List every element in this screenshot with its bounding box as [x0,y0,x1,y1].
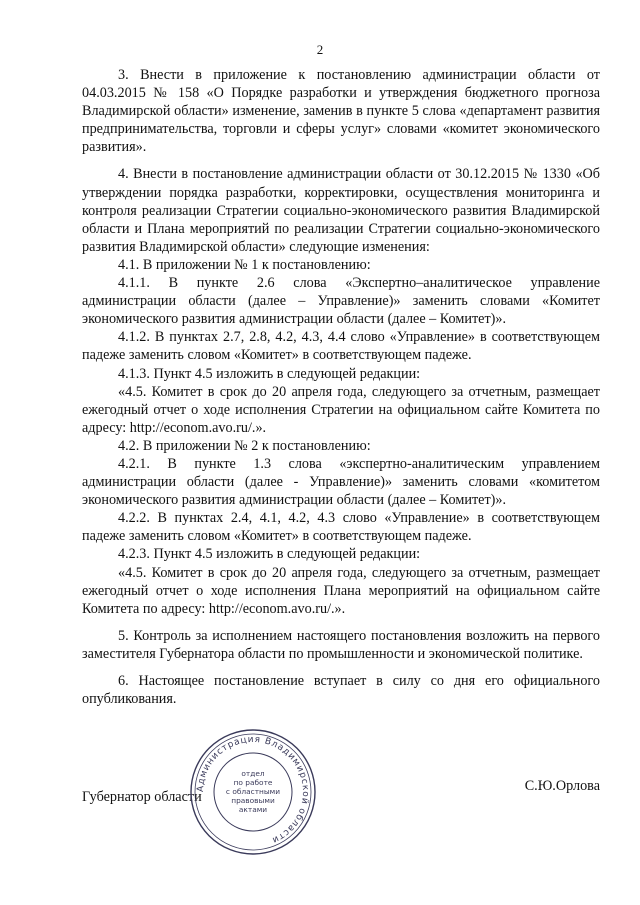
stamp-inner-line: отдел [241,769,265,778]
paragraph: 5. Контроль за исполнением настоящего постановления возложить на первого заместителя Губернатора области по промышленности и экономической политике. [82,627,600,662]
paragraph: «4.5. Комитет в срок до 20 апреля года, следующего за отчетным, размещает ежегодный отчет о ходе исполнения Стратегии на официальном сайте Комитета по адресу: http://econom.avo.ru/.». [82,383,600,436]
signature-name: С.Ю.Орлова [524,778,600,794]
stamp-inner-line: по работе [233,778,273,787]
paragraph: 4.1.1. В пункте 2.6 слова «Экспертно–аналитическое управление администрации области (далее – Управление)» заменить словами «Комитет экономического развития администрации области (далее – Комитет)». [82,275,600,328]
paragraph: «4.5. Комитет в срок до 20 апреля года, следующего за отчетным, размещает ежегодный отчет о ходе исполнения Плана мероприятий на официальном сайте Комитета по адресу: http://econom.avo.ru/.». [82,564,600,617]
stamp-inner-line: актами [238,805,268,814]
paragraph: 4.2.2. В пунктах 2.4, 4.1, 4.2, 4.3 слово «Управление» в соответствующем падеже заменить словом «Комитет» в соответствующем падеже. [82,510,600,545]
paragraph: 4.1.3. Пункт 4.5 изложить в следующей редакции: [118,365,421,382]
paragraph: 4.2.1. В пункте 1.3 слова «экспертно-аналитическим управлением администрации области (далее - Управление)» заменить словами «комитетом экономического развития администрации области (далее – Комитет)». [82,455,600,509]
stamp-inner-line: правовыми [231,796,275,805]
paragraph: 3. Внести в приложение к постановлению администрации области от 04.03.2015 № 158 «О Порядке разработки и утверждения бюджетного прогноза Владимирской области» изменение, заменив в пункте 5 слова «департамент развития предпринимательства, торговли и сферы услуг» словами «комитет экономического развития». [82,67,600,156]
paragraph: 6. Настоящее постановление вступает в силу со дня его официального опубликования. [82,673,600,708]
paragraph: 4.1.2. В пунктах 2.7, 2.8, 4.2, 4.3, 4.4 слово «Управление» в соответствующем падеже заменить словом «Комитет» в соответствующем падеже. [82,329,600,364]
official-stamp [188,727,318,857]
paragraph: 4. Внести в постановление администрации области от 30.12.2015 № 1330 «Об утверждении порядка разработки, корректировки, осуществления мониторинга и контроля реализации Стратегии социально-экономического развития Владимирской области и Плана мероприятий по реализации Стратегии социально-экономического развития Владимирской области» следующие изменения: [82,166,600,255]
signature-position: Губернатор области [82,789,202,805]
page-number: 2 [316,42,324,57]
document-body [82,66,600,708]
stamp-outer-text: Администрация Владимирской области [195,734,311,846]
paragraph: 4.1. В приложении № 1 к постановлению: [118,256,371,273]
paragraph: 4.2.3. Пункт 4.5 изложить в следующей редакции: [118,546,421,563]
paragraph: 4.2. В приложении № 2 к постановлению: [118,437,371,454]
stamp-inner-line: с областными [225,787,281,796]
